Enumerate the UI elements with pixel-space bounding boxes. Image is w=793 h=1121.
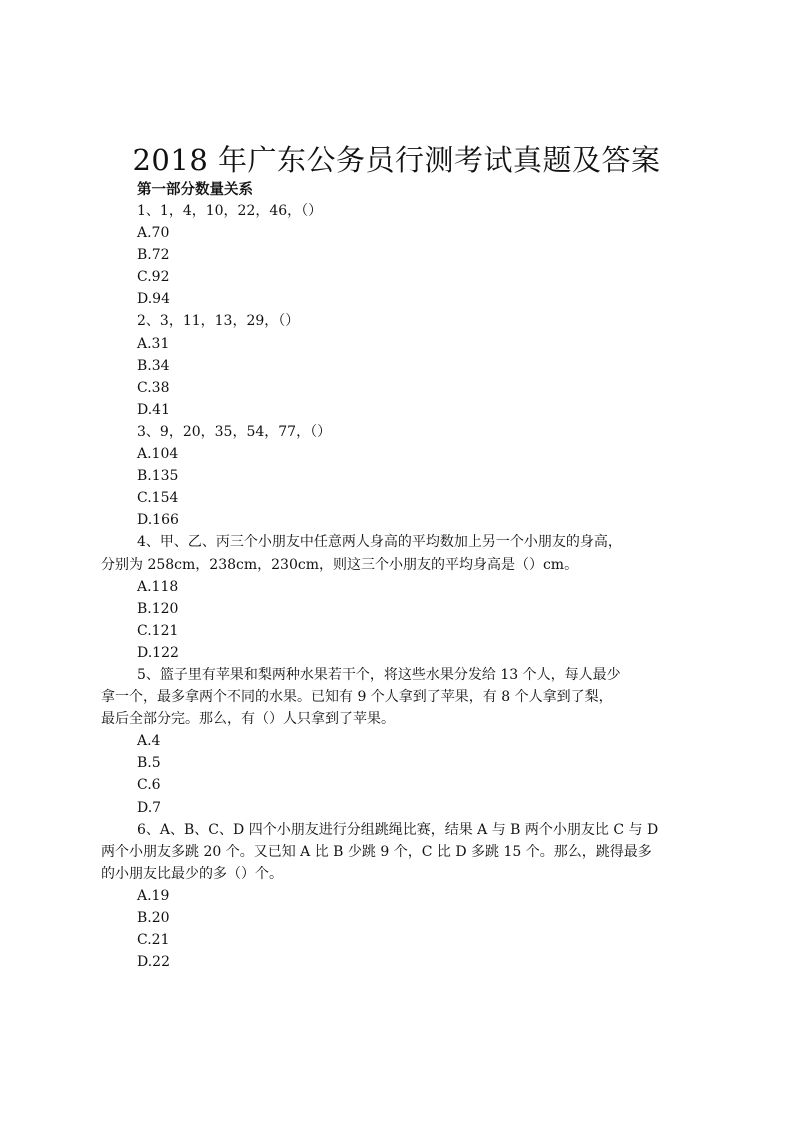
question-4-option-c: C.121 bbox=[137, 622, 179, 639]
question-3-stem: 3、9，20，35，54，77，（） bbox=[137, 423, 332, 440]
question-1-option-c: C.92 bbox=[137, 269, 170, 286]
question-6-stem-line-2: 两个小朋友多跳 20 个。又已知 A 比 B 少跳 9 个，C 比 D 多跳 15 个。那么，跳得最多 bbox=[101, 843, 652, 860]
question-list bbox=[101, 200, 702, 973]
question-2-option-a: A.31 bbox=[137, 335, 170, 352]
question-2-option-c: C.38 bbox=[137, 379, 170, 396]
question-2-stem: 2、3，11，13，29，（） bbox=[137, 313, 300, 330]
question-3-option-d: D.166 bbox=[137, 512, 179, 529]
question-4-option-d: D.122 bbox=[137, 644, 179, 661]
question-6-option-b: B.20 bbox=[137, 910, 170, 926]
question-5-option-b: B.5 bbox=[137, 755, 161, 772]
question-6-option-d: D.22 bbox=[137, 954, 170, 971]
question-4-stem-line-1: 4、甲、乙、丙三个小朋友中任意两人身高的平均数加上另一个小朋友的身高， bbox=[137, 534, 622, 551]
question-1-option-a: A.70 bbox=[137, 225, 170, 242]
question-4-stem bbox=[101, 531, 702, 575]
question-2-option-b: B.34 bbox=[137, 357, 170, 374]
question-4-option-b: B.120 bbox=[137, 600, 179, 617]
question-3-option-b: B.135 bbox=[137, 468, 179, 485]
section-heading: 第一部分数量关系 bbox=[137, 181, 253, 198]
question-1-option-b: B.72 bbox=[137, 247, 170, 264]
question-5-option-d: D.7 bbox=[137, 799, 162, 816]
question-6-option-a: A.19 bbox=[137, 887, 170, 904]
question-3-option-c: C.154 bbox=[137, 490, 179, 507]
question-6-stem-line-1: 6、A、B、C、D 四个小朋友进行分组跳绳比赛，结果 A 与 B 两个小朋友比 C 与 D bbox=[137, 821, 659, 838]
question-5-stem-line-1: 5、篮子里有苹果和梨两种水果若干个，将这些水果分发给 13 个人，每人最少 bbox=[137, 666, 621, 683]
question-2-option-d: D.41 bbox=[137, 401, 170, 418]
document-title: 2018 年广东公务员行测考试真题及答案 bbox=[132, 143, 661, 177]
question-1-option-d: D.94 bbox=[137, 291, 170, 308]
question-5-stem-line-2: 拿一个，最多拿两个不同的水果。已知有 9 个人拿到了苹果，有 8 个人拿到了梨， bbox=[101, 689, 613, 706]
question-1-stem: 1、1，4，10，22，46，（） bbox=[137, 203, 323, 219]
question-5-option-a: A.4 bbox=[137, 733, 161, 750]
question-3-option-a: A.104 bbox=[137, 446, 179, 463]
question-6-option-c: C.21 bbox=[137, 932, 170, 949]
question-5-stem bbox=[101, 664, 702, 730]
question-4-stem-line-2: 分别为 258cm，238cm，230cm，则这三个小朋友的平均身高是（）cm。 bbox=[101, 556, 579, 573]
question-5-option-c: C.6 bbox=[137, 777, 161, 794]
question-4-option-a: A.118 bbox=[137, 578, 179, 595]
question-6-stem-line-3: 的小朋友比最少的多（）个。 bbox=[101, 865, 283, 882]
question-5-stem-line-3: 最后全部分完。那么，有（）人只拿到了苹果。 bbox=[101, 711, 395, 728]
question-6-stem bbox=[101, 819, 702, 885]
